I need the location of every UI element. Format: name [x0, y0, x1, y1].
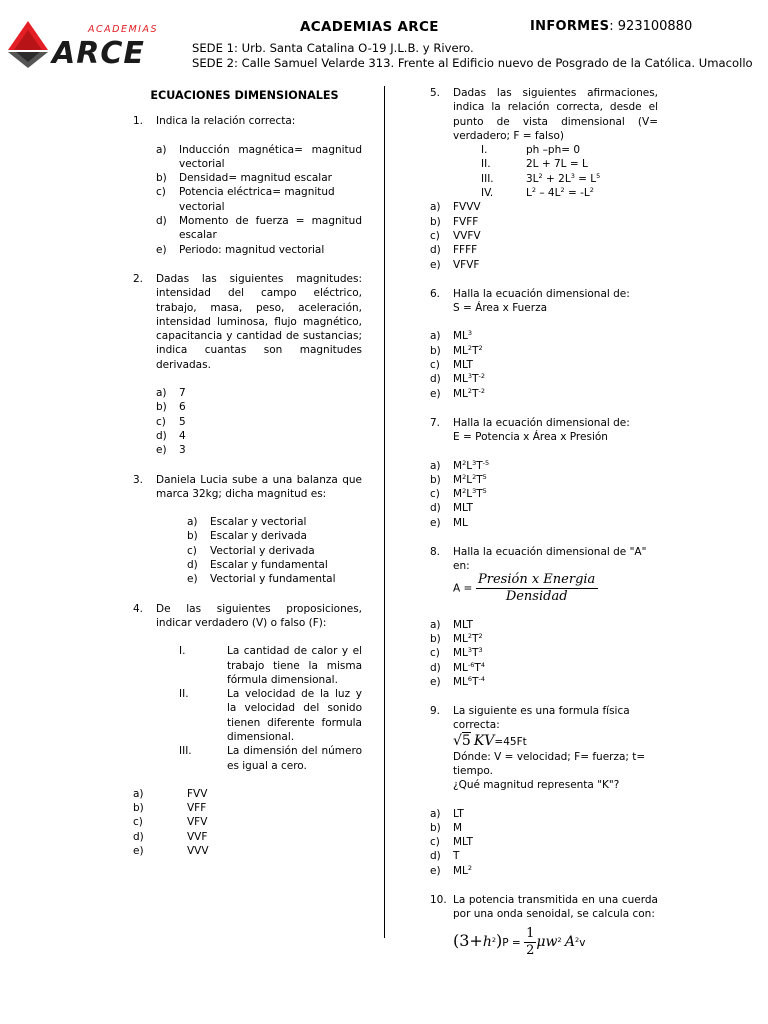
option-e: e) Vectorial y fundamental: [187, 573, 336, 586]
option-e: e) Periodo: magnitud vectorial: [156, 243, 325, 256]
question-number: 7.: [430, 416, 441, 429]
proposition-2: II. La velocidad de la luz y la velocidad del sonido tienen diferente formula dimensional.: [179, 688, 362, 743]
option-a: a) $ML^3$: [430, 329, 473, 343]
option-c: c) VVFV: [430, 229, 481, 242]
column-divider: [384, 86, 385, 938]
question-number: 9.: [430, 705, 441, 718]
question-ask: ¿Qué magnitud representa "K"?: [453, 779, 620, 792]
option-b: b) VFF: [133, 802, 207, 815]
question-text: Halla la ecuación dimensional de "A" en:: [453, 546, 647, 573]
option-b: b) 6: [156, 401, 186, 414]
question-number: 1.: [133, 115, 144, 128]
question-7: [430, 416, 658, 530]
option-d: d) $ML^{-6}T^4$: [430, 660, 485, 674]
option-d: d) Momento de fuerza = magnitud escalar: [156, 215, 362, 242]
option-a: a) Escalar y vectorial: [187, 516, 307, 529]
option-c: c) MLT: [430, 836, 473, 849]
option-d: d) MLT: [430, 502, 473, 515]
proposition-3: III. La dimensión del número es igual a cero.: [179, 745, 362, 772]
academy-title: ACADEMIAS ARCE: [300, 19, 439, 35]
sede-2: SEDE 2: Calle Samuel Velarde 313. Frente al Edificio nuevo de Posgrado de la Católica. Umacollo: [192, 56, 753, 70]
question-number: 5.: [430, 87, 441, 99]
option-a: a) 7: [156, 387, 186, 400]
option-e: e) $ML^6T^{-4}$: [430, 674, 485, 688]
option-d: d) T: [430, 850, 460, 863]
option-a: a) LT: [430, 807, 464, 820]
option-c: c) $M^2L^3T^5$: [430, 487, 487, 501]
statement-4: IV. $L^2 - 4L^2 = -L^2$: [481, 186, 594, 200]
question-text: La siguiente es una formula física correcta:: [453, 705, 630, 732]
question-text: Dadas las siguientes afirmaciones, indica la relación correcta, desde el punto de vista dimensional (V= verdadero; F = falso): [453, 87, 658, 142]
question-2: [133, 272, 362, 458]
informes-line: [530, 20, 692, 34]
statement-3: III. $3L^2 + 2L^3 = L^5$: [481, 171, 601, 185]
question-8: [430, 545, 658, 689]
informes-phone: 923100880: [617, 19, 693, 34]
question-text: Indica la relación correcta:: [156, 115, 296, 128]
option-b: b) $ML^2T^2$: [430, 631, 483, 645]
option-a: a) Inducción magnética= magnitud vectorial: [156, 143, 362, 170]
option-b: b) Densidad= magnitud escalar: [156, 172, 332, 185]
option-b: b) M: [430, 821, 463, 834]
option-b: b) FVFF: [430, 215, 479, 228]
option-c: c) Vectorial y derivada: [187, 544, 315, 557]
option-e: e) $ML^2T^{-2}$: [430, 386, 485, 400]
option-b: b) $M^2L^2T^5$: [430, 472, 487, 486]
option-c: c) Potencia eléctrica= magnitud vectorial: [156, 186, 335, 213]
option-d: d) 4: [156, 429, 186, 442]
informes-separator: :: [609, 19, 614, 34]
radical-sign: √: [453, 732, 462, 749]
option-e: e) 3: [156, 444, 186, 457]
fraction: $\frac{\text{Presión x Energia}}{\text{Densidad}}$: [476, 572, 598, 605]
statement-1: I. ph –ph= 0: [481, 144, 581, 157]
option-a: a) $M^2L^3T^{-5}$: [430, 458, 490, 472]
option-e: e) VVV: [133, 845, 209, 858]
question-formula: S = Área x Fuerza: [453, 302, 548, 315]
proposition-1: I. La cantidad de calor y el trabajo tiene la misma fórmula dimensional.: [179, 645, 362, 686]
question-text: La potencia transmitida en una cuerda por una onda senoidal, se calcula con:: [453, 894, 658, 921]
question-text: Dadas las siguientes magnitudes: intensidad del campo eléctrico, trabajo, masa, peso, aceleración, intensidad luminosa, flujo magnético, capacitancia y cantidad de sustancias; indica cuantas son magnitudes derivadas.: [156, 272, 362, 371]
question-definitions: Dónde: V = velocidad; F= fuerza; t= tiempo.: [453, 750, 646, 777]
question-6: [430, 287, 658, 401]
informes-label: INFORMES: [530, 19, 610, 34]
question-3: [133, 473, 362, 587]
formula-power: $(3+h^2)P$ = $\frac{1}{2}$ $\mu w^2$ $A^2v$: [453, 926, 586, 959]
option-b: b) $ML^2T^2$: [430, 343, 483, 357]
question-text: Halla la ecuación dimensional de:: [453, 416, 630, 429]
option-d: d) VVF: [133, 830, 208, 843]
question-1: [133, 114, 362, 257]
formula-k: √5 KV=45Ft: [453, 732, 527, 749]
logo-main-text: ARCE: [52, 36, 145, 71]
question-5: [430, 86, 658, 272]
section-title: ECUACIONES DIMENSIONALES: [150, 89, 339, 102]
option-a: a) MLT: [430, 618, 473, 631]
question-number: 6.: [430, 287, 441, 300]
option-c: c) MLT: [430, 359, 473, 372]
option-e: e) ML: [430, 516, 468, 529]
option-b: b) Escalar y derivada: [187, 530, 307, 543]
question-number: 3.: [133, 473, 144, 486]
question-number: 10.: [430, 894, 447, 907]
option-e: e) VFVF: [430, 258, 480, 271]
question-text: Halla la ecuación dimensional de:: [453, 287, 630, 300]
option-d: d) Escalar y fundamental: [187, 559, 328, 572]
left-column: [133, 86, 362, 858]
question-text: Daniela Lucia sube a una balanza que marca 32kg; dicha magnitud es:: [156, 473, 362, 500]
question-9: [430, 704, 658, 878]
right-column: [430, 86, 658, 958]
question-number: 2.: [133, 272, 144, 285]
logo-top-text: ACADEMIAS: [88, 24, 158, 35]
statement-2: II. 2L + 7L = L: [481, 158, 588, 171]
question-number: 8.: [430, 546, 441, 559]
question-text: De las siguientes proposiciones, indicar verdadero (V) o falso (F):: [156, 602, 362, 629]
question-formula: E = Potencia x Área x Presión: [453, 431, 608, 444]
option-c: c) VFV: [133, 816, 208, 829]
option-c: c) 5: [156, 415, 186, 428]
question-10: [430, 893, 658, 958]
question-number: 4.: [133, 602, 144, 615]
academias-arce-logo: [8, 16, 163, 72]
question-4: [133, 602, 362, 859]
option-d: d) $ML^3T^{-2}$: [430, 372, 485, 386]
option-c: c) $ML^3T^3$: [430, 646, 483, 660]
option-a: a) FVV: [133, 787, 208, 800]
sede-1: SEDE 1: Urb. Santa Catalina O-19 J.L.B. y Rivero.: [192, 41, 474, 55]
option-d: d) FFFF: [430, 244, 478, 257]
option-e: e) $ML^2$: [430, 863, 473, 877]
option-a: a) FVVV: [430, 201, 481, 214]
formula-a: A = $\frac{\text{Presión x Energia}}{\text{Densidad}}$: [453, 572, 658, 606]
